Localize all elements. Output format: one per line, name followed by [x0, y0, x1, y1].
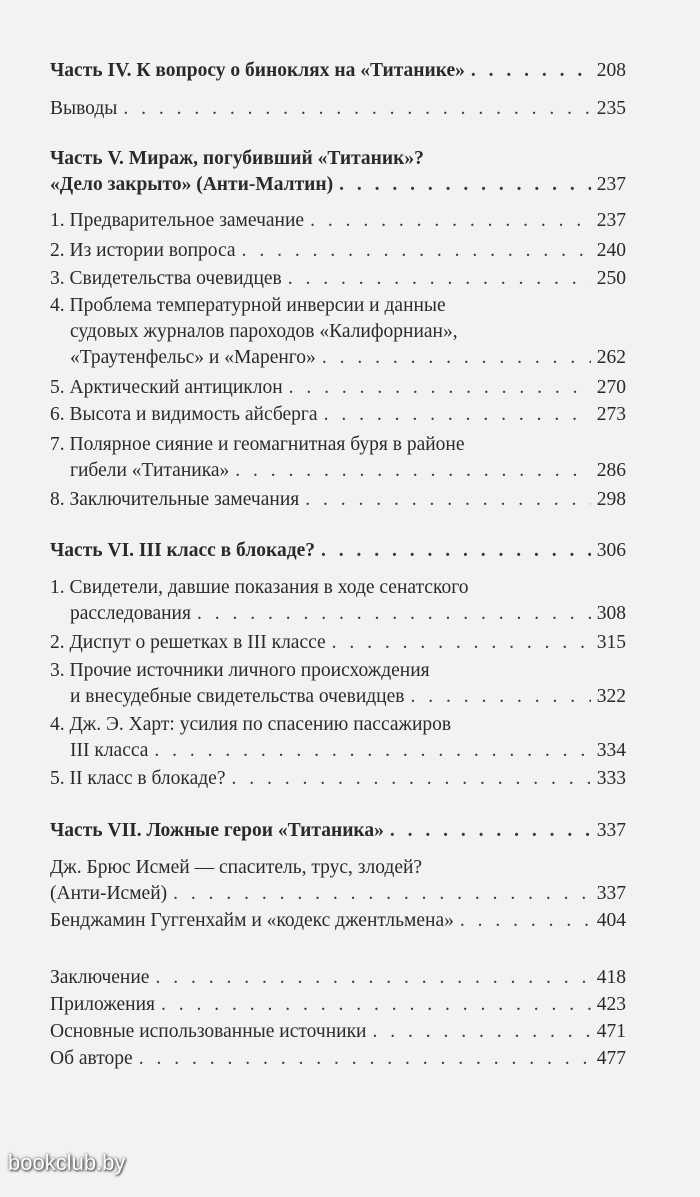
entry-title: 2. Из истории вопроса — [50, 240, 236, 261]
page-number: 477 — [596, 1048, 626, 1069]
leader-dots — [161, 992, 591, 1018]
toc-entry-part6-item — [50, 766, 626, 792]
toc-entry-part6-item — [50, 712, 626, 764]
leader-dots — [155, 965, 590, 991]
entry-title: Бенджамин Гуггенхайм и «кодекс джентльмена» — [50, 910, 454, 931]
leader-dots — [235, 458, 590, 484]
entry-title-cont: и внесудебные свидетельства очевидцев — [70, 686, 405, 707]
toc-entry-part5-item — [50, 375, 626, 401]
entry-title-cont: III класса — [70, 740, 149, 761]
entry-title: Об авторе — [50, 1048, 133, 1069]
entry-title: 3. Прочие источники личного происхождения — [50, 660, 430, 681]
leader-dots — [390, 818, 591, 844]
entry-title: 4. Проблема температурной инверсии и данные — [50, 295, 446, 316]
toc-entry-part5-item — [50, 293, 626, 371]
page-number: 315 — [596, 632, 626, 653]
leader-dots — [410, 684, 590, 710]
toc-entry-part6-item — [50, 575, 626, 627]
entry-title: 1. Свидетели, давшие показания в ходе сенатского — [50, 577, 469, 598]
entry-title: Часть VII. Ложные герои «Титаника» — [50, 820, 384, 841]
entry-title: Выводы — [50, 98, 118, 119]
toc-entry-part7-item — [50, 908, 626, 934]
toc-entry-back — [50, 992, 626, 1018]
entry-title: 7. Полярное сияние и геомагнитная буря в районе — [50, 434, 465, 455]
page-number: 273 — [596, 404, 626, 425]
page-number: 270 — [596, 377, 626, 398]
page-number: 250 — [596, 268, 626, 289]
entry-title-cont: гибели «Титаника» — [70, 460, 230, 481]
toc-entry-part7 — [50, 818, 626, 844]
toc-entry-part5-item — [50, 208, 626, 234]
page-number: 235 — [596, 98, 626, 119]
toc-entry-back — [50, 965, 626, 991]
page-number: 423 — [596, 994, 626, 1015]
page-number: 337 — [596, 820, 626, 841]
page-number: 418 — [596, 967, 626, 988]
entry-title: 3. Свидетельства очевидцев — [50, 268, 282, 289]
leader-dots — [310, 208, 591, 234]
leader-dots — [372, 1019, 590, 1045]
leader-dots — [321, 538, 591, 564]
page-number: 237 — [596, 174, 626, 195]
entry-title: 1. Предварительное замечание — [50, 210, 305, 231]
toc-entry-back — [50, 1046, 626, 1072]
leader-dots — [154, 738, 590, 764]
leader-dots — [139, 1046, 591, 1072]
leader-dots — [173, 881, 591, 907]
leader-dots — [123, 96, 590, 122]
entry-title: 2. Диспут о решетках в III классе — [50, 632, 326, 653]
leader-dots — [324, 402, 591, 428]
toc-entry-part5-item — [50, 266, 626, 292]
entry-title-cont: «Траутенфельс» и «Маренго» — [70, 347, 316, 368]
leader-dots — [289, 375, 591, 401]
entry-title: 5. II класс в блокаде? — [50, 768, 226, 789]
toc-entry-part6 — [50, 538, 626, 564]
page-number: 237 — [596, 210, 626, 231]
toc-entry-part5-item — [50, 402, 626, 428]
entry-title-cont: «Дело закрыто» (Анти-Малтин) — [50, 174, 334, 195]
page-number: 208 — [596, 60, 626, 81]
page-number: 471 — [596, 1021, 626, 1042]
leader-dots — [288, 266, 591, 292]
watermark: bookclub.by — [8, 1150, 126, 1175]
entry-title: 5. Арктический антициклон — [50, 377, 283, 398]
toc-entry-part4 — [50, 58, 626, 84]
entry-title: Основные использованные источники — [50, 1021, 367, 1042]
leader-dots — [305, 487, 591, 513]
entry-title: Часть V. Мираж, погубивший «Титаник»? — [50, 148, 424, 169]
page-number: 306 — [596, 540, 626, 561]
page-number: 262 — [596, 347, 626, 368]
toc-entry-part6-item — [50, 630, 626, 656]
leader-dots — [197, 601, 591, 627]
page-number: 286 — [596, 460, 626, 481]
leader-dots — [339, 172, 591, 198]
toc-entry-part5 — [50, 146, 626, 198]
entry-title-cont: (Анти-Исмей) — [50, 883, 168, 904]
entry-title: 4. Дж. Э. Харт: усилия по спасению пассажиров — [50, 714, 452, 735]
toc-entry-conclusions — [50, 96, 626, 122]
page-number: 308 — [596, 603, 626, 624]
entry-title: Приложения — [50, 994, 155, 1015]
page-number: 333 — [596, 768, 626, 789]
leader-dots — [332, 630, 591, 656]
entry-title: Заключение — [50, 967, 150, 988]
entry-title: 6. Высота и видимость айсберга — [50, 404, 318, 425]
toc-entry-part5-item — [50, 487, 626, 513]
entry-title: Часть VI. III класс в блокаде? — [50, 540, 315, 561]
leader-dots — [471, 58, 591, 84]
toc-entry-part5-item — [50, 238, 626, 264]
page-number: 334 — [596, 740, 626, 761]
toc-entry-back — [50, 1019, 626, 1045]
page-number: 404 — [596, 910, 626, 931]
leader-dots — [322, 345, 591, 371]
page-number: 298 — [596, 489, 626, 510]
leader-dots — [231, 766, 590, 792]
entry-title: Дж. Брюс Исмей — спаситель, трус, злодей? — [50, 857, 423, 878]
leader-dots — [242, 238, 591, 264]
toc-entry-part5-item — [50, 432, 626, 484]
page-number: 322 — [596, 686, 626, 707]
page-number: 337 — [596, 883, 626, 904]
entry-title: Часть IV. К вопросу о биноклях на «Титанике» — [50, 60, 465, 81]
entry-title-cont: судовых журналов пароходов «Калифорниан», — [70, 321, 458, 342]
entry-title: 8. Заключительные замечания — [50, 489, 300, 510]
page-number: 240 — [596, 240, 626, 261]
entry-title-cont: расследования — [70, 603, 191, 624]
toc-entry-part6-item — [50, 658, 626, 710]
leader-dots — [460, 908, 591, 934]
toc-entry-part7-item — [50, 855, 626, 907]
